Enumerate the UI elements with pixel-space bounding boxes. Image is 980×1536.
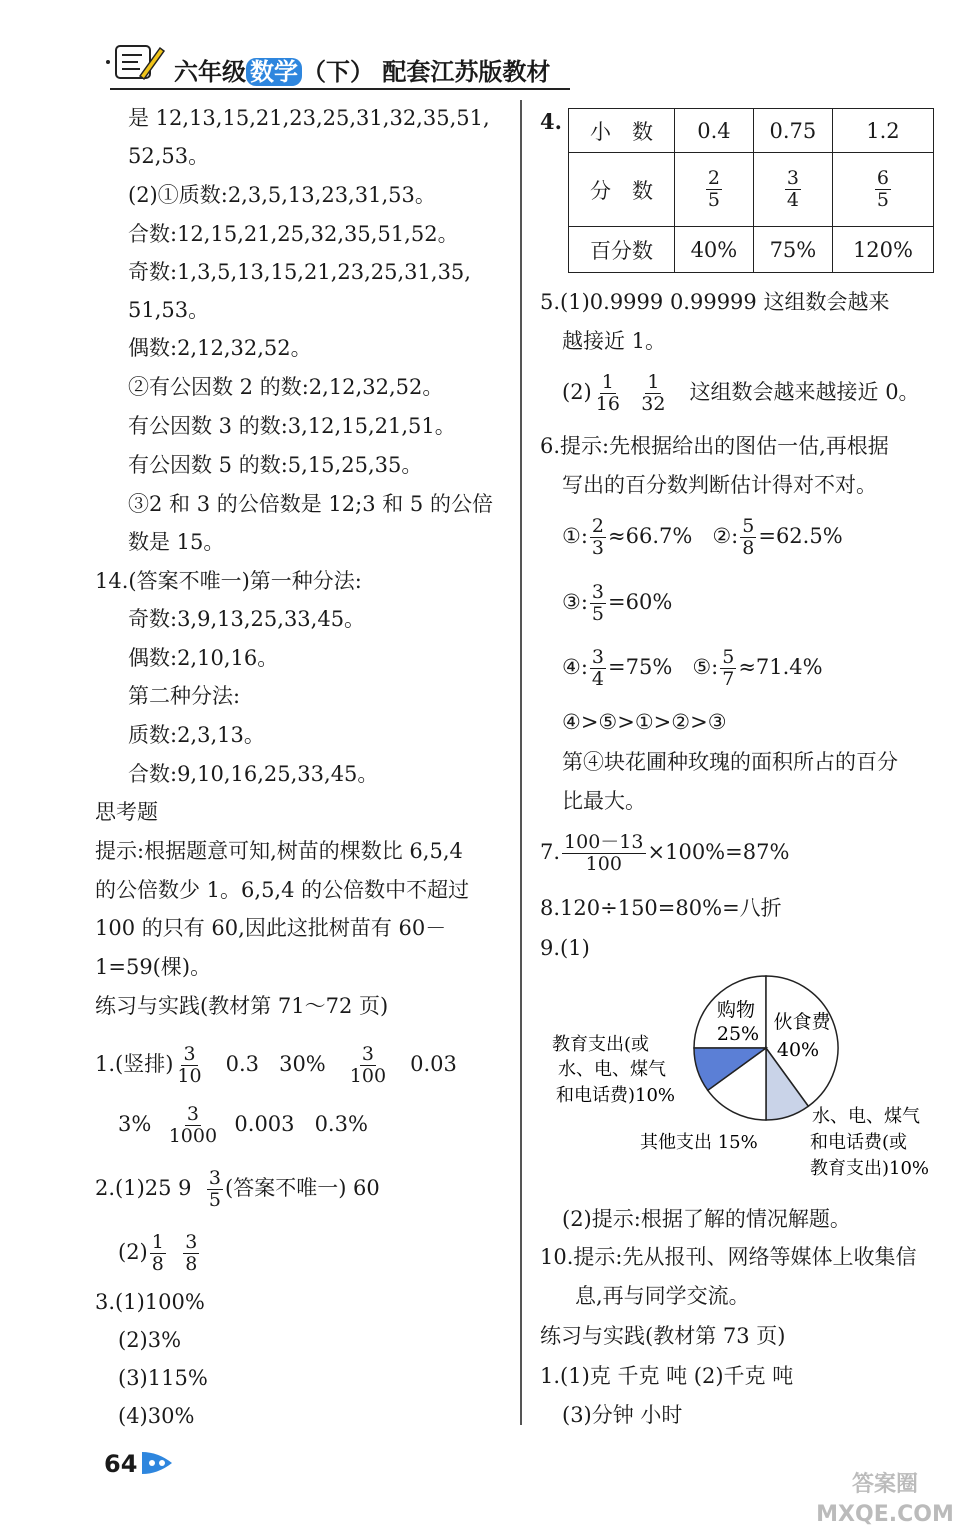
question-6: 6.提示:先根据给出的图估一估,再根据 [540, 434, 889, 458]
question-8: 8.120÷150=80%=八折 [540, 896, 782, 920]
watermark: 答案圈 MXQE.COM [816, 1472, 954, 1527]
table-cell: 75% [753, 227, 832, 273]
pie-label: 教育支出(或 [552, 1034, 650, 1055]
pie-label: 教育支出)10% [810, 1158, 930, 1179]
question-1: 1.(竖排) $\frac{3}{10}$ 0.3 30% $\frac{3}{100}$ 0.03 [95, 1043, 457, 1087]
text-line: 52,53。 [128, 144, 210, 168]
pie-label: 和电话费)10% [556, 1085, 676, 1106]
text-line: ③2 和 3 的公倍数是 12;3 和 5 的公倍 [128, 492, 493, 516]
question-10: 10.提示:先从报刊、网络等媒体上收集信 [540, 1245, 917, 1269]
text-line: (2)3% [118, 1328, 182, 1352]
question-4: 4. [540, 109, 562, 134]
table-cell: 小 数 [569, 109, 675, 153]
text-line: 越接近 1。 [562, 329, 667, 353]
section-heading: 练习与实践(教材第 71～72 页) [95, 994, 389, 1018]
table-cell: 40% [674, 227, 753, 273]
question-1-cont: 3% $\frac{3}{1000}$ 0.003 0.3% [118, 1103, 368, 1147]
text-line: 51,53。 [128, 298, 210, 322]
table-cell: 0.4 [674, 109, 753, 153]
column-divider [520, 100, 522, 1425]
pie-label: 伙食费 [773, 1011, 831, 1033]
table-cell: 1.2 [832, 109, 933, 153]
pie-chart [540, 970, 960, 1194]
pie-label: 购物 [716, 999, 756, 1021]
question-2-cont: (2) $\frac{1}{8}$ $\frac{3}{8}$ [118, 1231, 198, 1275]
text-line: 偶数:2,10,16。 [128, 646, 279, 670]
pie-label: 其他支出 15% [640, 1132, 758, 1153]
text-line: (3)分钟 小时 [562, 1403, 683, 1427]
header-divider [110, 88, 570, 90]
answer-line: ③: $\frac{3}{5}$ =60% [562, 581, 673, 625]
page-number: 64 [104, 1450, 138, 1478]
text-line: ④>⑤>①>②>③ [562, 710, 727, 734]
answer-line: ④: $\frac{3}{4}$ =75% ⑤: $\frac{5}{7}$ ≈71.4% [562, 646, 823, 690]
pie-label: 水、电、煤气 [558, 1059, 666, 1080]
pie-label: 25% [716, 1023, 760, 1045]
table-cell: 120% [832, 227, 933, 273]
text-line: (4)30% [118, 1404, 195, 1428]
table-cell: $\frac{6}{5}$ [832, 153, 933, 227]
conversion-table [568, 108, 934, 273]
text-line: 有公因数 3 的数:3,12,15,21,51。 [128, 414, 456, 438]
question-14: 14.(答案不唯一)第一种分法: [95, 569, 362, 593]
text-line: 写出的百分数判断估计得对不对。 [562, 473, 877, 497]
text-line: 1.(1)克 千克 吨 (2)千克 吨 [540, 1364, 794, 1388]
text-line: 是 12,13,15,21,23,25,31,32,35,51, [128, 106, 490, 130]
question-9: 9.(1) [540, 936, 590, 960]
text-line: 比最大。 [562, 789, 646, 813]
pie-label: 水、电、煤气 [812, 1106, 920, 1127]
pie-label: 40% [776, 1039, 820, 1061]
question-5: 5.(1)0.9999 0.99999 这组数会越来 [540, 290, 890, 314]
text-line: 100 的只有 60,因此这批树苗有 60－ [95, 916, 447, 940]
text-line: 合数:9,10,16,25,33,45。 [128, 762, 379, 786]
text-line: 第二种分法: [128, 684, 241, 708]
text-line: 合数:12,15,21,25,32,35,51,52。 [128, 222, 459, 246]
subject-badge: 数学 [246, 58, 302, 86]
text-line: 第④块花圃种玫瑰的面积所占的百分 [562, 750, 898, 774]
section-heading: 思考题 [95, 800, 158, 824]
text-line: 奇数:3,9,13,25,33,45。 [128, 607, 366, 631]
text-line: (3)115% [118, 1366, 208, 1390]
question-5-2: (2) $\frac{1}{16}$ $\frac{1}{32}$ 这组数会越来越接近 0。 [562, 371, 920, 415]
text-line: 奇数:1,3,5,13,15,21,23,25,31,35, [128, 260, 471, 284]
text-line: 息,再与同学交流。 [575, 1284, 750, 1308]
text-line: 偶数:2,12,32,52。 [128, 336, 312, 360]
question-7: 7. $\frac{100-13}{100}$ ×100%=87% [540, 831, 790, 875]
text-line: (2)①质数:2,3,5,13,23,31,53。 [128, 183, 436, 207]
text-line: 的公倍数少 1。6,5,4 的公倍数中不超过 [95, 878, 470, 902]
text-line: 数是 15。 [128, 530, 225, 554]
page-arrow-icon [140, 1448, 176, 1482]
text-line: 质数:2,3,13。 [128, 723, 265, 747]
section-heading: 练习与实践(教材第 73 页) [540, 1324, 786, 1348]
table-cell: 分 数 [569, 153, 675, 227]
header-title: 六年级 数学 （下） 配套江苏版教材 [174, 58, 551, 86]
table-cell: 0.75 [753, 109, 832, 153]
text-line: ②有公因数 2 的数:2,12,32,52。 [128, 375, 444, 399]
answer-line: ①: $\frac{2}{3}$ ≈66.7% ②: $\frac{5}{8}$ =62.5% [562, 515, 843, 559]
text-line: (2)提示:根据了解的情况解题。 [562, 1207, 851, 1231]
text-line: 有公因数 5 的数:5,15,25,35。 [128, 453, 423, 477]
text-line: 1=59(棵)。 [95, 955, 212, 979]
header-icon [100, 40, 170, 84]
pie-label: 和电话费(或 [810, 1132, 908, 1153]
table-cell: 百分数 [569, 227, 675, 273]
question-2: 2.(1)25 9 $\frac{3}{5}$ (答案不唯一) 60 [95, 1167, 380, 1211]
question-3: 3.(1)100% [95, 1290, 205, 1314]
table-cell: $\frac{2}{5}$ [674, 153, 753, 227]
table-cell: $\frac{3}{4}$ [753, 153, 832, 227]
text-line: 提示:根据题意可知,树苗的棵数比 6,5,4 [95, 839, 463, 863]
